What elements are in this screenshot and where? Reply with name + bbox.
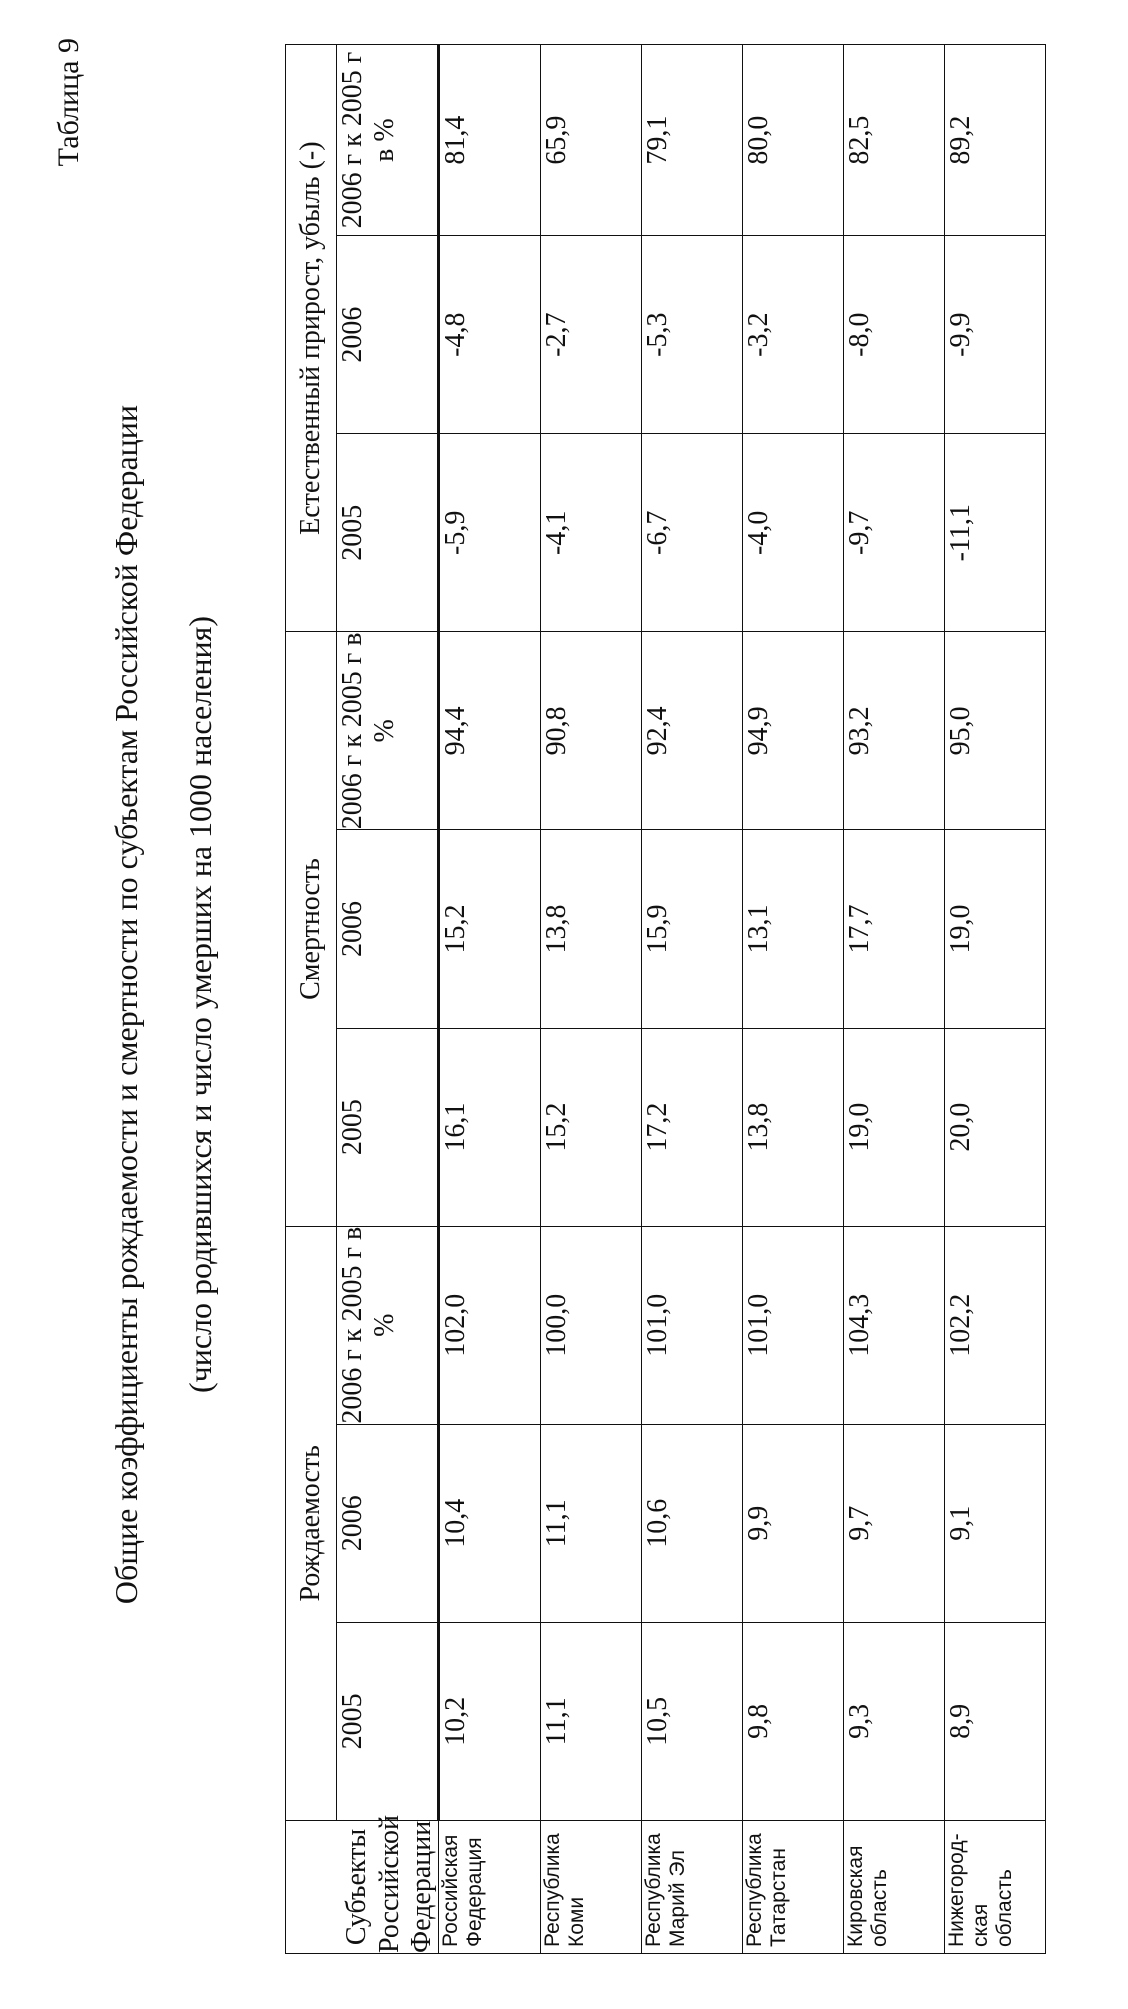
value-cell: 89,2: [945, 45, 1046, 236]
value-cell: 104,3: [844, 1226, 945, 1424]
table-title: Общие коэффициенты рождаемости и смертности по субъектам Российской Федерации: [108, 404, 144, 1605]
value-cell: 15,2: [439, 830, 541, 1028]
value-cell: 79,1: [642, 45, 743, 236]
table-row: [945, 45, 1046, 1954]
value-cell: 94,9: [743, 632, 844, 830]
value-cell: -11,1: [945, 434, 1046, 632]
value-cell: 100,0: [541, 1226, 642, 1424]
table-body: [439, 45, 1046, 1954]
value-cell: 15,9: [642, 830, 743, 1028]
value-cell: 9,7: [844, 1424, 945, 1622]
table-row: [541, 45, 642, 1954]
header-natural-growth: Естественный прирост, убыль (-): [286, 45, 337, 632]
value-cell: -4,1: [541, 434, 642, 632]
region-name-cell: Российская Федерация: [439, 1820, 541, 1953]
value-cell: -9,9: [945, 236, 1046, 434]
value-cell: 80,0: [743, 45, 844, 236]
data-table: [285, 44, 1046, 1954]
table-row: [642, 45, 743, 1954]
value-cell: 10,6: [642, 1424, 743, 1622]
table-number: Таблица 9: [52, 38, 85, 167]
region-name-cell: Республика Татарстан: [743, 1820, 844, 1953]
value-cell: -5,3: [642, 236, 743, 434]
header-mortality: Смертность: [286, 632, 337, 1226]
header-region: Субъекты Российской Федерации: [286, 1820, 439, 1953]
value-cell: 101,0: [743, 1226, 844, 1424]
value-cell: -4,8: [439, 236, 541, 434]
header-subcolumn-row: [337, 45, 439, 1954]
value-cell: 90,8: [541, 632, 642, 830]
value-cell: 93,2: [844, 632, 945, 830]
value-cell: -3,2: [743, 236, 844, 434]
region-name-cell: Нижегород-ская область: [945, 1820, 1046, 1953]
value-cell: -4,0: [743, 434, 844, 632]
value-cell: -8,0: [844, 236, 945, 434]
header-year-2005: 2005: [337, 1028, 439, 1226]
region-name-cell: Кировская область: [844, 1820, 945, 1953]
value-cell: 95,0: [945, 632, 1046, 830]
header-percent: 2006 г к 2005 г в %: [337, 45, 439, 236]
value-cell: 16,1: [439, 1028, 541, 1226]
header-year-2006: 2006: [337, 1424, 439, 1622]
header-year-2005: 2005: [337, 1622, 439, 1820]
value-cell: 11,1: [541, 1424, 642, 1622]
table-row: [743, 45, 844, 1954]
header-year-2005: 2005: [337, 434, 439, 632]
table-row: [439, 45, 541, 1954]
value-cell: 10,5: [642, 1622, 743, 1820]
value-cell: 102,2: [945, 1226, 1046, 1424]
value-cell: 9,3: [844, 1622, 945, 1820]
header-percent: 2006 г к 2005 г в %: [337, 632, 439, 830]
value-cell: 17,7: [844, 830, 945, 1028]
value-cell: 19,0: [844, 1028, 945, 1226]
header-birth-rate: Рождаемость: [286, 1226, 337, 1820]
value-cell: -6,7: [642, 434, 743, 632]
value-cell: 102,0: [439, 1226, 541, 1424]
value-cell: 8,9: [945, 1622, 1046, 1820]
value-cell: 20,0: [945, 1028, 1046, 1226]
region-name-cell: Республика Марий Эл: [642, 1820, 743, 1953]
value-cell: 65,9: [541, 45, 642, 236]
table-subtitle: (число родившихся и число умерших на 1000 населения): [182, 616, 218, 1393]
value-cell: -9,7: [844, 434, 945, 632]
value-cell: 81,4: [439, 45, 541, 236]
table-row: [844, 45, 945, 1954]
header-group-row: [286, 45, 337, 1954]
header-year-2006: 2006: [337, 830, 439, 1028]
value-cell: 94,4: [439, 632, 541, 830]
value-cell: 92,4: [642, 632, 743, 830]
value-cell: 19,0: [945, 830, 1046, 1028]
value-cell: 101,0: [642, 1226, 743, 1424]
value-cell: 13,8: [541, 830, 642, 1028]
value-cell: 9,1: [945, 1424, 1046, 1622]
value-cell: 9,8: [743, 1622, 844, 1820]
value-cell: 10,2: [439, 1622, 541, 1820]
value-cell: 17,2: [642, 1028, 743, 1226]
value-cell: 15,2: [541, 1028, 642, 1226]
value-cell: -5,9: [439, 434, 541, 632]
value-cell: 11,1: [541, 1622, 642, 1820]
value-cell: 9,9: [743, 1424, 844, 1622]
region-name-cell: Республика Коми: [541, 1820, 642, 1953]
header-year-2006: 2006: [337, 236, 439, 434]
header-percent: 2006 г к 2005 г в %: [337, 1226, 439, 1424]
value-cell: 13,1: [743, 830, 844, 1028]
value-cell: 10,4: [439, 1424, 541, 1622]
value-cell: 13,8: [743, 1028, 844, 1226]
value-cell: 82,5: [844, 45, 945, 236]
value-cell: -2,7: [541, 236, 642, 434]
